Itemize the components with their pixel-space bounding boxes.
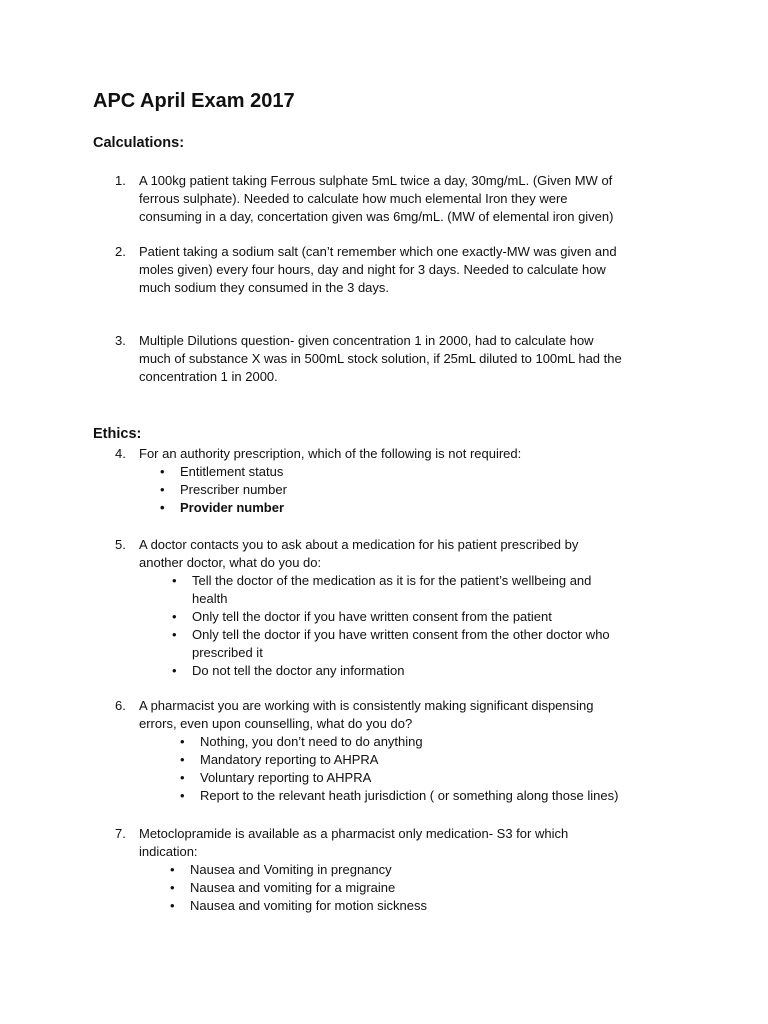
question-text: [139, 825, 675, 915]
question-line: another doctor, what do you do:: [139, 555, 322, 570]
question-text: [139, 445, 675, 517]
option-item: • Prescriber number: [180, 481, 675, 499]
option-item: [192, 626, 675, 662]
option-item: • Nausea and Vomiting in pregnancy: [190, 861, 675, 879]
question-text: [139, 243, 675, 297]
question-line: A 100kg patient taking Ferrous sulphate 5mL twice a day, 30mg/mL. (Given MW of: [139, 173, 613, 188]
question-text: [139, 332, 675, 386]
question-line: Metoclopramide is available as a pharmacist only medication- S3 for which: [139, 826, 569, 841]
question-line: concentration 1 in 2000.: [139, 369, 278, 384]
option-list: [192, 572, 675, 680]
question-text: [139, 536, 675, 680]
question-line: Patient taking a sodium salt (can’t remember which one exactly-MW was given and: [139, 244, 617, 259]
option-list: [200, 733, 695, 805]
option-line: • Do not tell the doctor any information: [192, 663, 405, 678]
option-item-answer: • Provider number: [180, 499, 675, 517]
option-item: • Report to the relevant heath jurisdiction ( or something along those lines): [200, 787, 695, 805]
option-item: • Nothing, you don’t need to do anything: [200, 733, 695, 751]
option-line: • Tell the doctor of the medication as it is for the patient’s wellbeing and: [192, 573, 592, 588]
question-1: [115, 172, 675, 226]
option-item: • Entitlement status: [180, 463, 675, 481]
option-item: [192, 662, 675, 680]
question-line: much sodium they consumed in the 3 days.: [139, 280, 390, 295]
option-item: [192, 572, 675, 608]
question-2: [115, 243, 675, 297]
question-line: Multiple Dilutions question- given concentration 1 in 2000, had to calculate how: [139, 333, 594, 348]
question-line: A pharmacist you are working with is consistently making significant dispensing: [139, 698, 594, 713]
question-number: 6.: [115, 698, 126, 713]
option-line: • Only tell the doctor if you have written consent from the patient: [192, 609, 552, 624]
question-7: [115, 825, 675, 915]
option-line: prescribed it: [192, 645, 263, 660]
option-item: • Mandatory reporting to AHPRA: [200, 751, 695, 769]
question-3: [115, 332, 675, 386]
question-line: moles given) every four hours, day and night for 3 days. Needed to calculate how: [139, 262, 606, 277]
question-line: much of substance X was in 500mL stock solution, if 25mL diluted to 100mL had the: [139, 351, 622, 366]
question-text: [139, 172, 675, 226]
option-line: health: [192, 591, 228, 606]
option-item: • Nausea and vomiting for a migraine: [190, 879, 675, 897]
question-line: ferrous sulphate). Needed to calculate how much elemental Iron they were: [139, 191, 568, 206]
question-line: consuming in a day, concertation given was 6mg/mL. (MW of elemental iron given): [139, 209, 614, 224]
option-item: [192, 608, 675, 626]
question-line: A doctor contacts you to ask about a medication for his patient prescribed by: [139, 537, 579, 552]
option-item: • Voluntary reporting to AHPRA: [200, 769, 695, 787]
option-item: • Nausea and vomiting for motion sickness: [190, 897, 675, 915]
question-number: 4.: [115, 446, 126, 461]
question-number: 5.: [115, 537, 126, 552]
option-list: [190, 861, 675, 915]
question-number: 3.: [115, 333, 126, 348]
question-text: [139, 697, 695, 805]
document-title: APC April Exam 2017: [93, 90, 295, 112]
question-number: 2.: [115, 244, 126, 259]
option-list: [180, 463, 675, 517]
question-number: 1.: [115, 173, 126, 188]
section-heading-calculations: Calculations:: [93, 135, 185, 151]
question-number: 7.: [115, 826, 126, 841]
question-5: [115, 536, 675, 680]
section-heading-ethics: Ethics:: [93, 426, 142, 442]
question-line: indication:: [139, 844, 198, 859]
question-line: errors, even upon counselling, what do you do?: [139, 716, 413, 731]
question-line: For an authority prescription, which of the following is not required:: [139, 446, 522, 461]
question-4: [115, 445, 675, 517]
option-line: • Only tell the doctor if you have written consent from the other doctor who: [192, 627, 610, 642]
question-6: [115, 697, 695, 805]
